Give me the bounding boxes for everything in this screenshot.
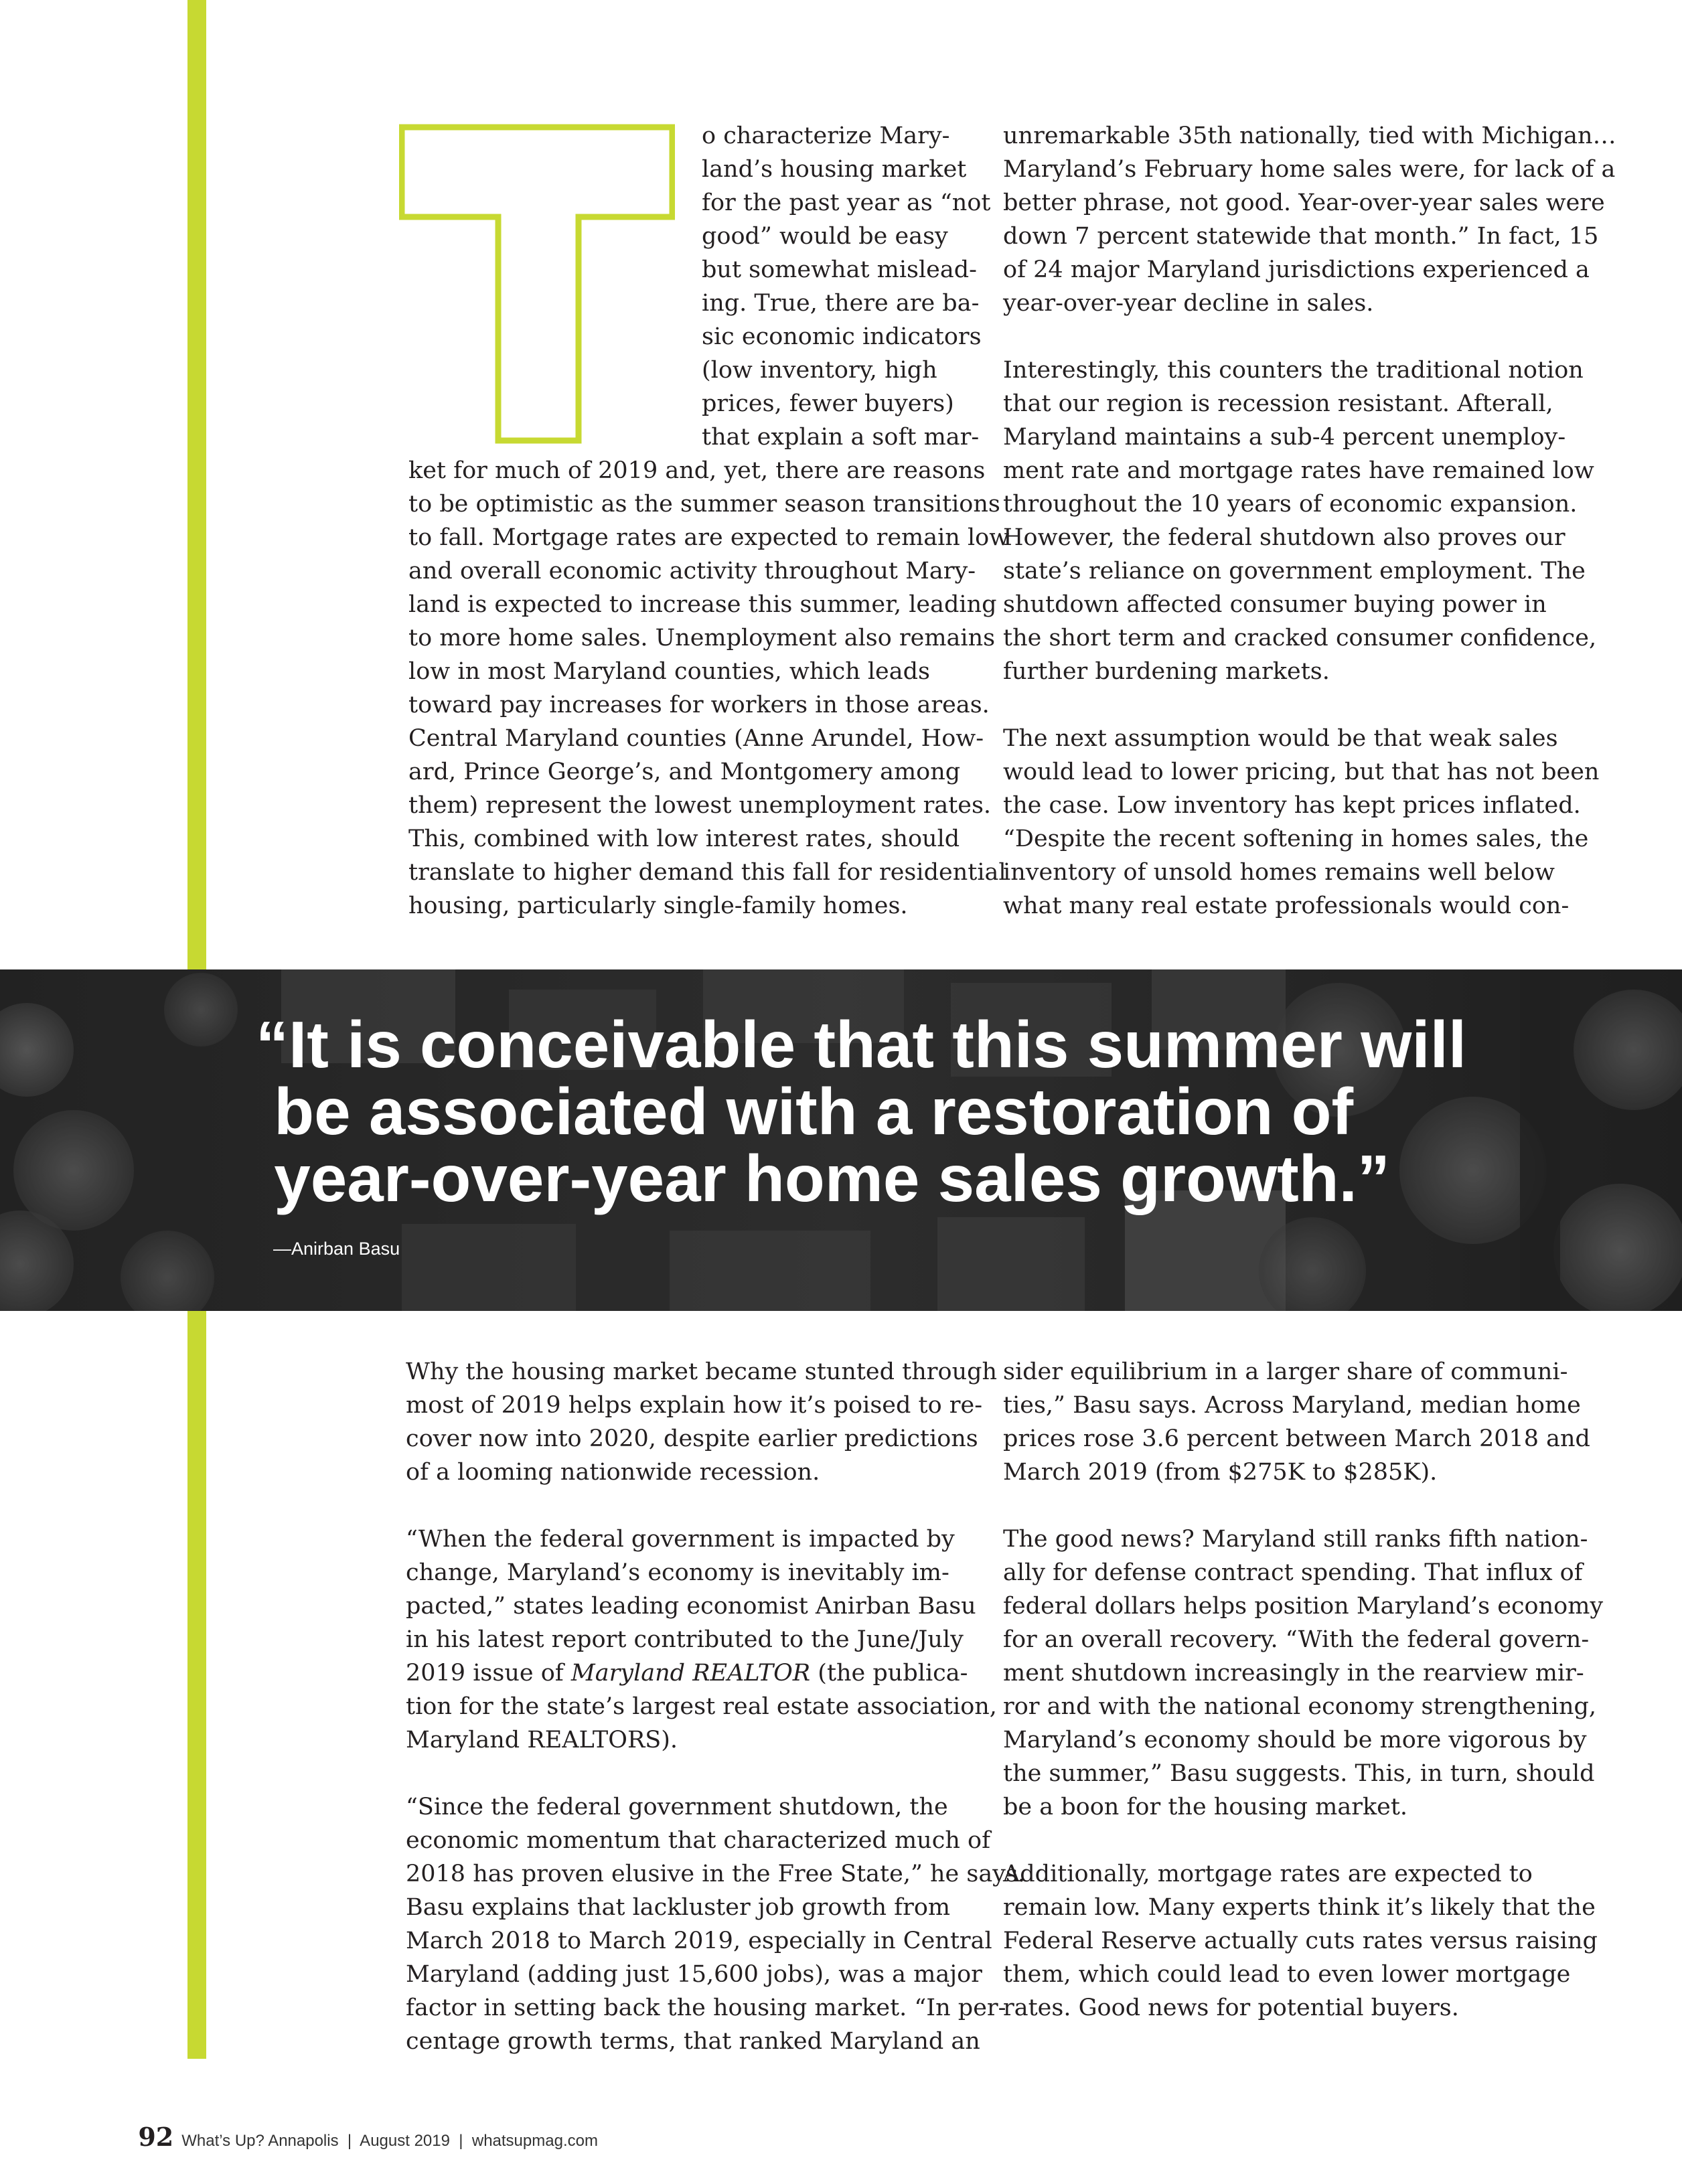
- text-line: o characterize Mary-: [702, 123, 950, 149]
- text-line: most of 2019 helps explain how it’s poised to re-: [406, 1392, 983, 1419]
- text-line: (low inventory, high: [702, 357, 937, 384]
- text-line: them, which could lead to even lower mortgage: [1003, 1961, 1571, 1988]
- text-line: change, Maryland’s economy is inevitably im-: [406, 1559, 949, 1586]
- text-line: that our region is recession resistant. Afterall,: [1003, 390, 1553, 417]
- text-line: ment rate and mortgage rates have remained low: [1003, 457, 1594, 484]
- text-line: Central Maryland counties (Anne Arundel, How-: [408, 725, 984, 752]
- text-line: March 2018 to March 2019, especially in Central: [406, 1928, 992, 1954]
- publication-line: What’s Up? Annapolis | August 2019 | whatsupmag.com: [181, 2132, 598, 2150]
- text-line: Basu explains that lackluster job growth from: [406, 1894, 951, 1921]
- text-line: would lead to lower pricing, but that has not been: [1003, 759, 1600, 785]
- text-line: federal dollars helps position Maryland’s economy: [1003, 1593, 1604, 1620]
- text-line: shutdown affected consumer buying power in: [1003, 591, 1547, 618]
- text-line: sic economic indicators: [702, 323, 982, 350]
- text-line: ing. True, there are ba-: [702, 290, 980, 317]
- intro-dropcap-lines: [702, 119, 990, 454]
- pull-quote: [256, 1008, 1595, 1215]
- text-line: prices, fewer buyers): [702, 390, 954, 417]
- text-line: of 24 major Maryland jurisdictions experienced a: [1003, 256, 1590, 283]
- text-line: pacted,” states leading economist Anirban Basu: [406, 1593, 976, 1620]
- drop-cap-t: [399, 123, 675, 445]
- text-line: for the past year as “not: [702, 189, 991, 216]
- text-line: translate to higher demand this fall for residential: [408, 859, 1006, 886]
- text-line: unremarkable 35th nationally, tied with Michigan…: [1003, 123, 1616, 149]
- text-line: remain low. Many experts think it’s likely that the: [1003, 1894, 1596, 1921]
- text-line: tion for the state’s largest real estate association,: [406, 1693, 997, 1720]
- text-line: the case. Low inventory has kept prices inflated.: [1003, 792, 1581, 819]
- text-line: ror and with the national economy strengthening,: [1003, 1693, 1597, 1720]
- text-line: [406, 1656, 1025, 1690]
- text-line: inventory of unsold homes remains well below: [1003, 859, 1555, 886]
- text-line: them) represent the lowest unemployment rates.: [408, 792, 992, 819]
- text-line: throughout the 10 years of economic expansion.: [1003, 491, 1578, 518]
- text-line: sider equilibrium in a larger share of communi-: [1003, 1358, 1568, 1385]
- text-line: the short term and cracked consumer confidence,: [1003, 625, 1597, 651]
- text-line: in his latest report contributed to the June/July: [406, 1626, 964, 1653]
- text-line: cover now into 2020, despite earlier predictions: [406, 1425, 978, 1452]
- text-line: be a boon for the housing market.: [1003, 1794, 1408, 1820]
- text-line: “Since the federal government shutdown, the: [406, 1794, 948, 1820]
- text-line: the summer,” Basu suggests. This, in turn, should: [1003, 1760, 1595, 1787]
- text-line: ally for defense contract spending. That influx of: [1003, 1559, 1583, 1586]
- text-line: for an overall recovery. “With the federal govern-: [1003, 1626, 1590, 1653]
- bottom-right-column: [1003, 1355, 1603, 2025]
- text-line: March 2019 (from $275K to $285K).: [1003, 1459, 1438, 1486]
- text-line: Maryland (adding just 15,600 jobs), was a major: [406, 1961, 982, 1988]
- text-line: economic momentum that characterized much of: [406, 1827, 991, 1854]
- text-line: However, the federal shutdown also proves our: [1003, 524, 1565, 551]
- text-span: (the publica-: [810, 1660, 968, 1687]
- text-line: but somewhat mislead-: [702, 256, 977, 283]
- text-line: “Despite the recent softening in homes sales, the: [1003, 826, 1589, 852]
- text-line: rates. Good news for potential buyers.: [1003, 1995, 1459, 2021]
- text-line: Why the housing market became stunted through: [406, 1358, 998, 1385]
- text-line: factor in setting back the housing market. “In per-: [406, 1995, 1006, 2021]
- text-line: Maryland’s economy should be more vigorous by: [1003, 1727, 1587, 1753]
- text-line: to more home sales. Unemployment also remains: [408, 625, 996, 651]
- top-right-column: [1003, 119, 1616, 923]
- text-line: toward pay increases for workers in those areas.: [408, 692, 990, 718]
- pull-quote-attribution: —Anirban Basu: [273, 1239, 400, 1259]
- page-footer: [125, 2109, 598, 2165]
- text-line: Maryland maintains a sub-4 percent unemploy-: [1003, 424, 1566, 451]
- text-line: and overall economic activity throughout Mary-: [408, 558, 976, 584]
- text-line: housing, particularly single-family homes.: [408, 892, 908, 919]
- publication-title: Maryland REALTOR: [570, 1660, 811, 1687]
- text-line: Federal Reserve actually cuts rates versus raising: [1003, 1928, 1598, 1954]
- text-line: prices rose 3.6 percent between March 2018 and: [1003, 1425, 1590, 1452]
- text-line: down 7 percent statewide that month.” In fact, 15: [1003, 223, 1599, 250]
- text-line: better phrase, not good. Year-over-year sales were: [1003, 189, 1605, 216]
- text-line: ment shutdown increasingly in the rearview mir-: [1003, 1660, 1584, 1687]
- intro-continued: [408, 454, 1009, 923]
- text-line: to fall. Mortgage rates are expected to remain low: [408, 524, 1010, 551]
- text-line: low in most Maryland counties, which leads: [408, 658, 931, 685]
- text-line: ties,” Basu says. Across Maryland, median home: [1003, 1392, 1581, 1419]
- text-line: ket for much of 2019 and, yet, there are reasons: [408, 457, 986, 484]
- text-line: further burdening markets.: [1003, 658, 1330, 685]
- page-number: 92: [138, 2122, 174, 2152]
- text-line: The next assumption would be that weak sales: [1003, 725, 1558, 752]
- text-line: “When the federal government is impacted by: [406, 1526, 955, 1553]
- text-line: what many real estate professionals would con-: [1003, 892, 1570, 919]
- text-line: of a looming nationwide recession.: [406, 1459, 820, 1486]
- pull-quote-line: year-over-year home sales growth.”: [256, 1142, 1390, 1215]
- pull-quote-line: “It is conceivable that this summer will: [256, 1008, 1467, 1081]
- text-line: to be optimistic as the summer season transitions: [408, 491, 1000, 518]
- text-line: Maryland’s February home sales were, for lack of a: [1003, 156, 1616, 183]
- text-line: centage growth terms, that ranked Maryland an: [406, 2028, 980, 2055]
- text-span: 2019 issue of: [406, 1660, 571, 1687]
- text-line: that explain a soft mar-: [702, 424, 980, 451]
- text-line: 2018 has proven elusive in the Free State,” he says.: [406, 1861, 1026, 1887]
- text-line: Additionally, mortgage rates are expected to: [1003, 1861, 1533, 1887]
- text-line: The good news? Maryland still ranks fifth nation-: [1003, 1526, 1588, 1553]
- text-line: land is expected to increase this summer, leading: [408, 591, 997, 618]
- text-line: Maryland REALTORS).: [406, 1727, 678, 1753]
- text-line: ard, Prince George’s, and Montgomery among: [408, 759, 961, 785]
- text-line: good” would be easy: [702, 223, 948, 250]
- text-line: state’s reliance on government employment. The: [1003, 558, 1586, 584]
- text-line: land’s housing market: [702, 156, 967, 183]
- text-line: This, combined with low interest rates, should: [408, 826, 960, 852]
- bottom-left-column: [406, 1355, 1025, 2058]
- text-line: Interestingly, this counters the traditional notion: [1003, 357, 1584, 384]
- pull-quote-line: be associated with a restoration of: [256, 1075, 1354, 1148]
- text-line: year-over-year decline in sales.: [1003, 290, 1374, 317]
